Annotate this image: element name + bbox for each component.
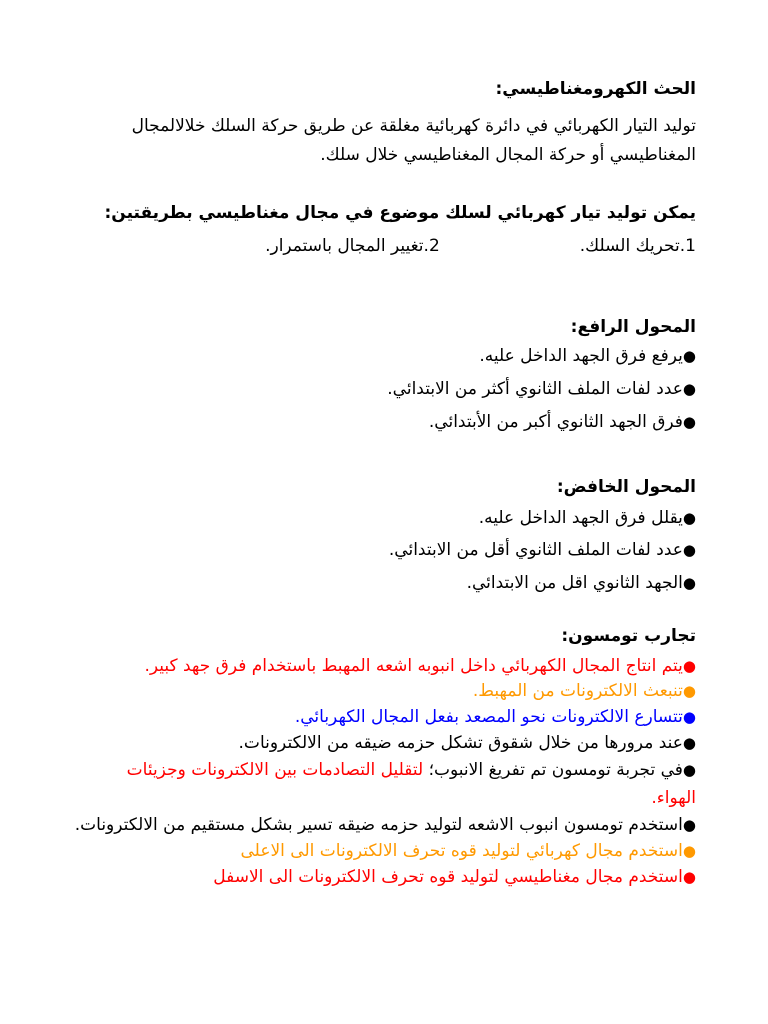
heading-induction: الحث الكهرومغناطيسي: xyxy=(495,79,696,99)
heading-thomson: تجارب تومسون: xyxy=(561,626,696,646)
thomson-item: ●عند مرورها من خلال شقوق تشكل حزمه ضيقه من الالكترونات. xyxy=(238,733,696,753)
bullet-icon: ● xyxy=(682,708,696,726)
bullet-icon: ● xyxy=(682,816,696,834)
heading-methods: يمكن توليد تيار كهربائي لسلك موضوع في مجال مغناطيسي بطريقتين: xyxy=(104,203,696,223)
bullet-icon: ● xyxy=(682,574,696,592)
thomson-item: ●تنبعث الالكترونات من المهبط. xyxy=(472,681,696,701)
bullet-icon: ● xyxy=(682,761,696,779)
induction-def-line2: المغناطيسي أو حركة المجال المغناطيسي خلال سلك. xyxy=(320,145,696,165)
method-1: 1.تحريك السلك. xyxy=(579,236,696,256)
thomson-item: ●تتسارع الالكترونات نحو المصعد بفعل المجال الكهربائي. xyxy=(294,707,696,727)
thomson-item: ●يتم انتاج المجال الكهربائي داخل انبوبه اشعه المهبط باستخدام فرق جهد كبير. xyxy=(144,656,696,676)
step-up-item: ●فرق الجهد الثانوي أكبر من الأبتدائي. xyxy=(428,412,696,432)
heading-step-down: المحول الخافض: xyxy=(556,477,696,497)
bullet-icon: ● xyxy=(682,682,696,700)
bullet-icon: ● xyxy=(682,380,696,398)
step-up-item: ●يرفع فرق الجهد الداخل عليه. xyxy=(479,346,696,366)
method-2: 2.تغيير المجال باستمرار. xyxy=(265,236,440,256)
thomson-item: ●في تجربة تومسون تم تفريغ الانبوب؛ لتقليل التصادمات بين الالكترونات وجزيئات xyxy=(126,760,696,780)
induction-def-line1: توليد التيار الكهربائي في دائرة كهربائية مغلقة عن طريق حركة السلك خلالالمجال xyxy=(131,116,696,136)
thomson-item: ●استخدم تومسون انبوب الاشعه لتوليد حزمه ضيقه تسير بشكل مستقيم من الالكترونات. xyxy=(74,815,696,835)
bullet-icon: ● xyxy=(682,868,696,886)
thomson-item-continued: الهواء. xyxy=(651,788,696,808)
step-up-item: ●عدد لفات الملف الثانوي أكثر من الابتدائي. xyxy=(387,379,696,399)
bullet-icon: ● xyxy=(682,509,696,527)
bullet-icon: ● xyxy=(682,842,696,860)
step-down-item: ●يقلل فرق الجهد الداخل عليه. xyxy=(478,508,696,528)
heading-step-up: المحول الرافع: xyxy=(570,317,696,337)
bullet-icon: ● xyxy=(682,413,696,431)
step-down-item: ●الجهد الثانوي اقل من الابتدائي. xyxy=(466,573,696,593)
bullet-icon: ● xyxy=(682,657,696,675)
bullet-icon: ● xyxy=(682,347,696,365)
thomson-item: ●استخدم مجال كهربائي لتوليد قوه تحرف الالكترونات الى الاعلى xyxy=(240,841,696,861)
step-down-item: ●عدد لفات الملف الثانوي أقل من الابتدائي. xyxy=(388,540,696,560)
bullet-icon: ● xyxy=(682,734,696,752)
methods-row xyxy=(60,233,696,259)
thomson-item: ●استخدم مجال مغناطيسي لتوليد قوه تحرف الالكترونات الى الاسفل xyxy=(213,867,696,887)
bullet-icon: ● xyxy=(682,541,696,559)
